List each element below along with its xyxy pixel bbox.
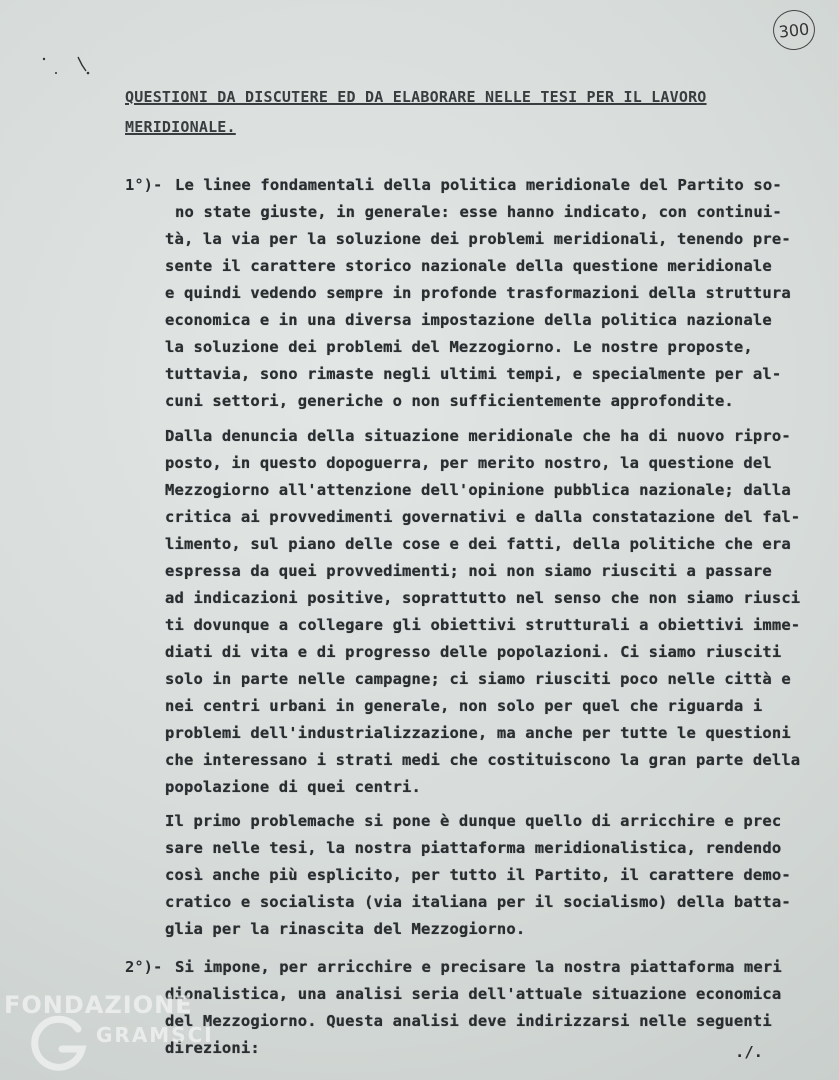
continuation-mark: ./. [735, 1043, 763, 1061]
item-1-marker: 1°)- [125, 176, 163, 194]
text-line: Le linee fondamentali della politica meridionale del Partito so- [175, 176, 782, 194]
text-line: tà, la via per la soluzione dei problemi meridionali, tenendo pre- [165, 230, 791, 248]
text-line: Il primo problemache si pone è dunque quello di arricchire e prec [165, 812, 782, 830]
ink-specks [40, 55, 100, 85]
text-line: tuttavia, sono rimaste negli ultimi tempi, e specialmente per al- [165, 365, 782, 383]
text-line: ti dovunque a collegare gli obiettivi strutturali a obiettivi imme- [165, 616, 801, 634]
page-number-stamp [771, 8, 817, 52]
text-line: sente il carattere storico nazionale della questione meridionale [165, 257, 772, 275]
text-line: critica ai provvedimenti governativi e dalla constatazione del fal- [165, 508, 801, 526]
text-line: direzioni: [165, 1039, 260, 1057]
text-line: nei centri urbani in generale, non solo per quel che riguarda i [165, 697, 763, 715]
text-line: ad indicazioni positive, soprattutto nel senso che non siamo riusci [165, 589, 801, 607]
text-line: glia per la rinascita del Mezzogiorno. [165, 920, 526, 938]
text-line: no state giuste, in generale: esse hanno indicato, con continui- [175, 203, 782, 221]
text-line: la soluzione dei problemi del Mezzogiorno. Le nostre proposte, [165, 338, 753, 356]
document-title [125, 82, 805, 142]
page-number: 300 [777, 18, 811, 42]
item-2-marker: 2°)- [125, 958, 163, 976]
title-line-2: MERIDIONALE. [125, 118, 236, 136]
gramsci-g-icon [30, 1015, 90, 1075]
text-line: Si impone, per arricchire e precisare la nostra piattaforma meri [175, 958, 782, 976]
text-line: solo in parte nelle campagne; ci siamo riusciti poco nelle città e [165, 670, 791, 688]
text-line: limento, sul piano delle cose e dei fatti, della politiche che era [165, 535, 791, 553]
text-line: problemi dell'industrializzazione, ma anche per tutte le questioni [165, 724, 791, 742]
text-line: economica e in una diversa impostazione della politica nazionale [165, 311, 772, 329]
text-line: cuni settori, generiche o non sufficientemente approfondite. [165, 392, 734, 410]
text-line: dionalistica, una analisi seria dell'attuale situazione economica [165, 985, 782, 1003]
text-line: sare nelle tesi, la nostra piattaforma meridionalistica, rendendo [165, 839, 782, 857]
text-line: cratico e socialista (via italiana per il socialismo) della batta- [165, 893, 791, 911]
watermark-line-2: GRAMSCI [96, 1023, 214, 1047]
text-line: del Mezzogiorno. Questa analisi deve indirizzarsi nelle seguenti [165, 1012, 772, 1030]
title-line-1: QUESTIONI DA DISCUTERE ED DA ELABORARE NELLE TESI PER IL LAVORO [125, 88, 707, 106]
text-line: Dalla denuncia della situazione meridionale che ha di nuovo ripro- [165, 427, 791, 445]
text-line: popolazione di quei centri. [165, 778, 422, 796]
text-line: e quindi vedendo sempre in profonde trasformazioni della struttura [165, 284, 791, 302]
watermark-line-1: FONDAZIONE [4, 991, 193, 1019]
text-line: posto, in questo dopoguerra, per merito nostro, la questione del [165, 454, 772, 472]
text-line: così anche più esplicito, per tutto il Partito, il carattere demo- [165, 866, 791, 884]
text-line: Mezzogiorno all'attenzione dell'opinione pubblica nazionale; dalla [165, 481, 791, 499]
text-line: espressa da quei provvedimenti; noi non siamo riusciti a passare [165, 562, 772, 580]
text-line: che interessano i strati medi che costituiscono la gran parte della [165, 751, 801, 769]
text-line: diati di vita e di progresso delle popolazioni. Ci siamo riusciti [165, 643, 782, 661]
